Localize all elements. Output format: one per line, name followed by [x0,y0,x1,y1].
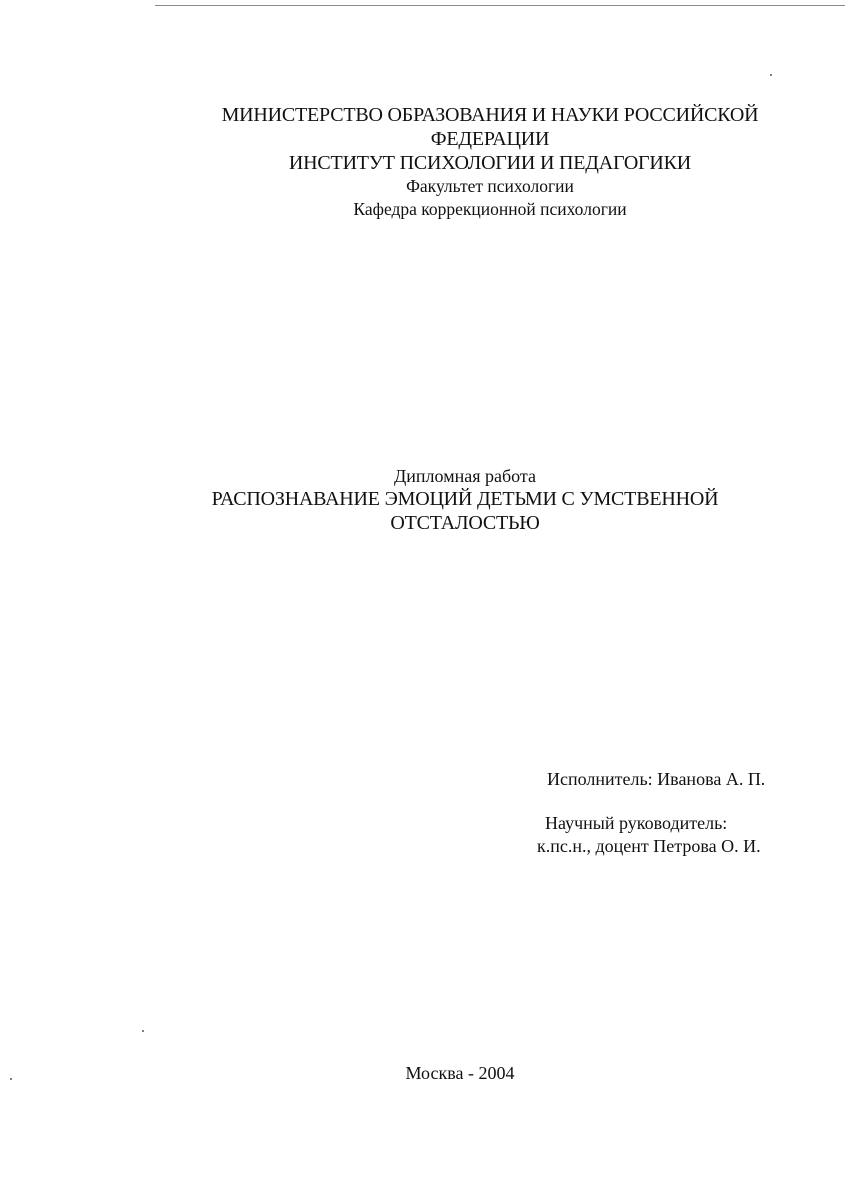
scan-speck [10,1078,12,1080]
department-name: Кафедра коррекционной психологии [353,199,627,219]
thesis-type-label: Дипломная работа [394,466,536,486]
thesis-title-line2: ОТСТАЛОСТЬЮ [390,512,540,534]
scan-speck [770,74,772,76]
scan-speck [142,1030,144,1032]
title-page-header [180,103,800,221]
executor-line: Исполнитель: Иванова А. П. [547,769,766,789]
institute-name: ИНСТИТУТ ПСИХОЛОГИИ И ПЕДАГОГИКИ [288,152,692,174]
credits-block [536,768,836,858]
advisor-label: Научный руководитель: [545,813,728,833]
faculty-name: Факультет психологии [406,176,574,196]
thesis-title-block [150,466,780,535]
city-year: Москва - 2004 [405,1063,515,1083]
thesis-title-line1: РАСПОЗНАВАНИЕ ЭМОЦИЙ ДЕТЬМИ С УМСТВЕННОЙ [211,488,719,510]
scan-top-edge-line [155,5,845,6]
ministry-name-line2: ФЕДЕРАЦИИ [430,128,550,150]
advisor-name: к.пс.н., доцент Петрова О. И. [537,836,761,856]
ministry-name-line1: МИНИСТЕРСТВО ОБРАЗОВАНИЯ И НАУКИ РОССИЙСКОЙ [221,104,759,126]
